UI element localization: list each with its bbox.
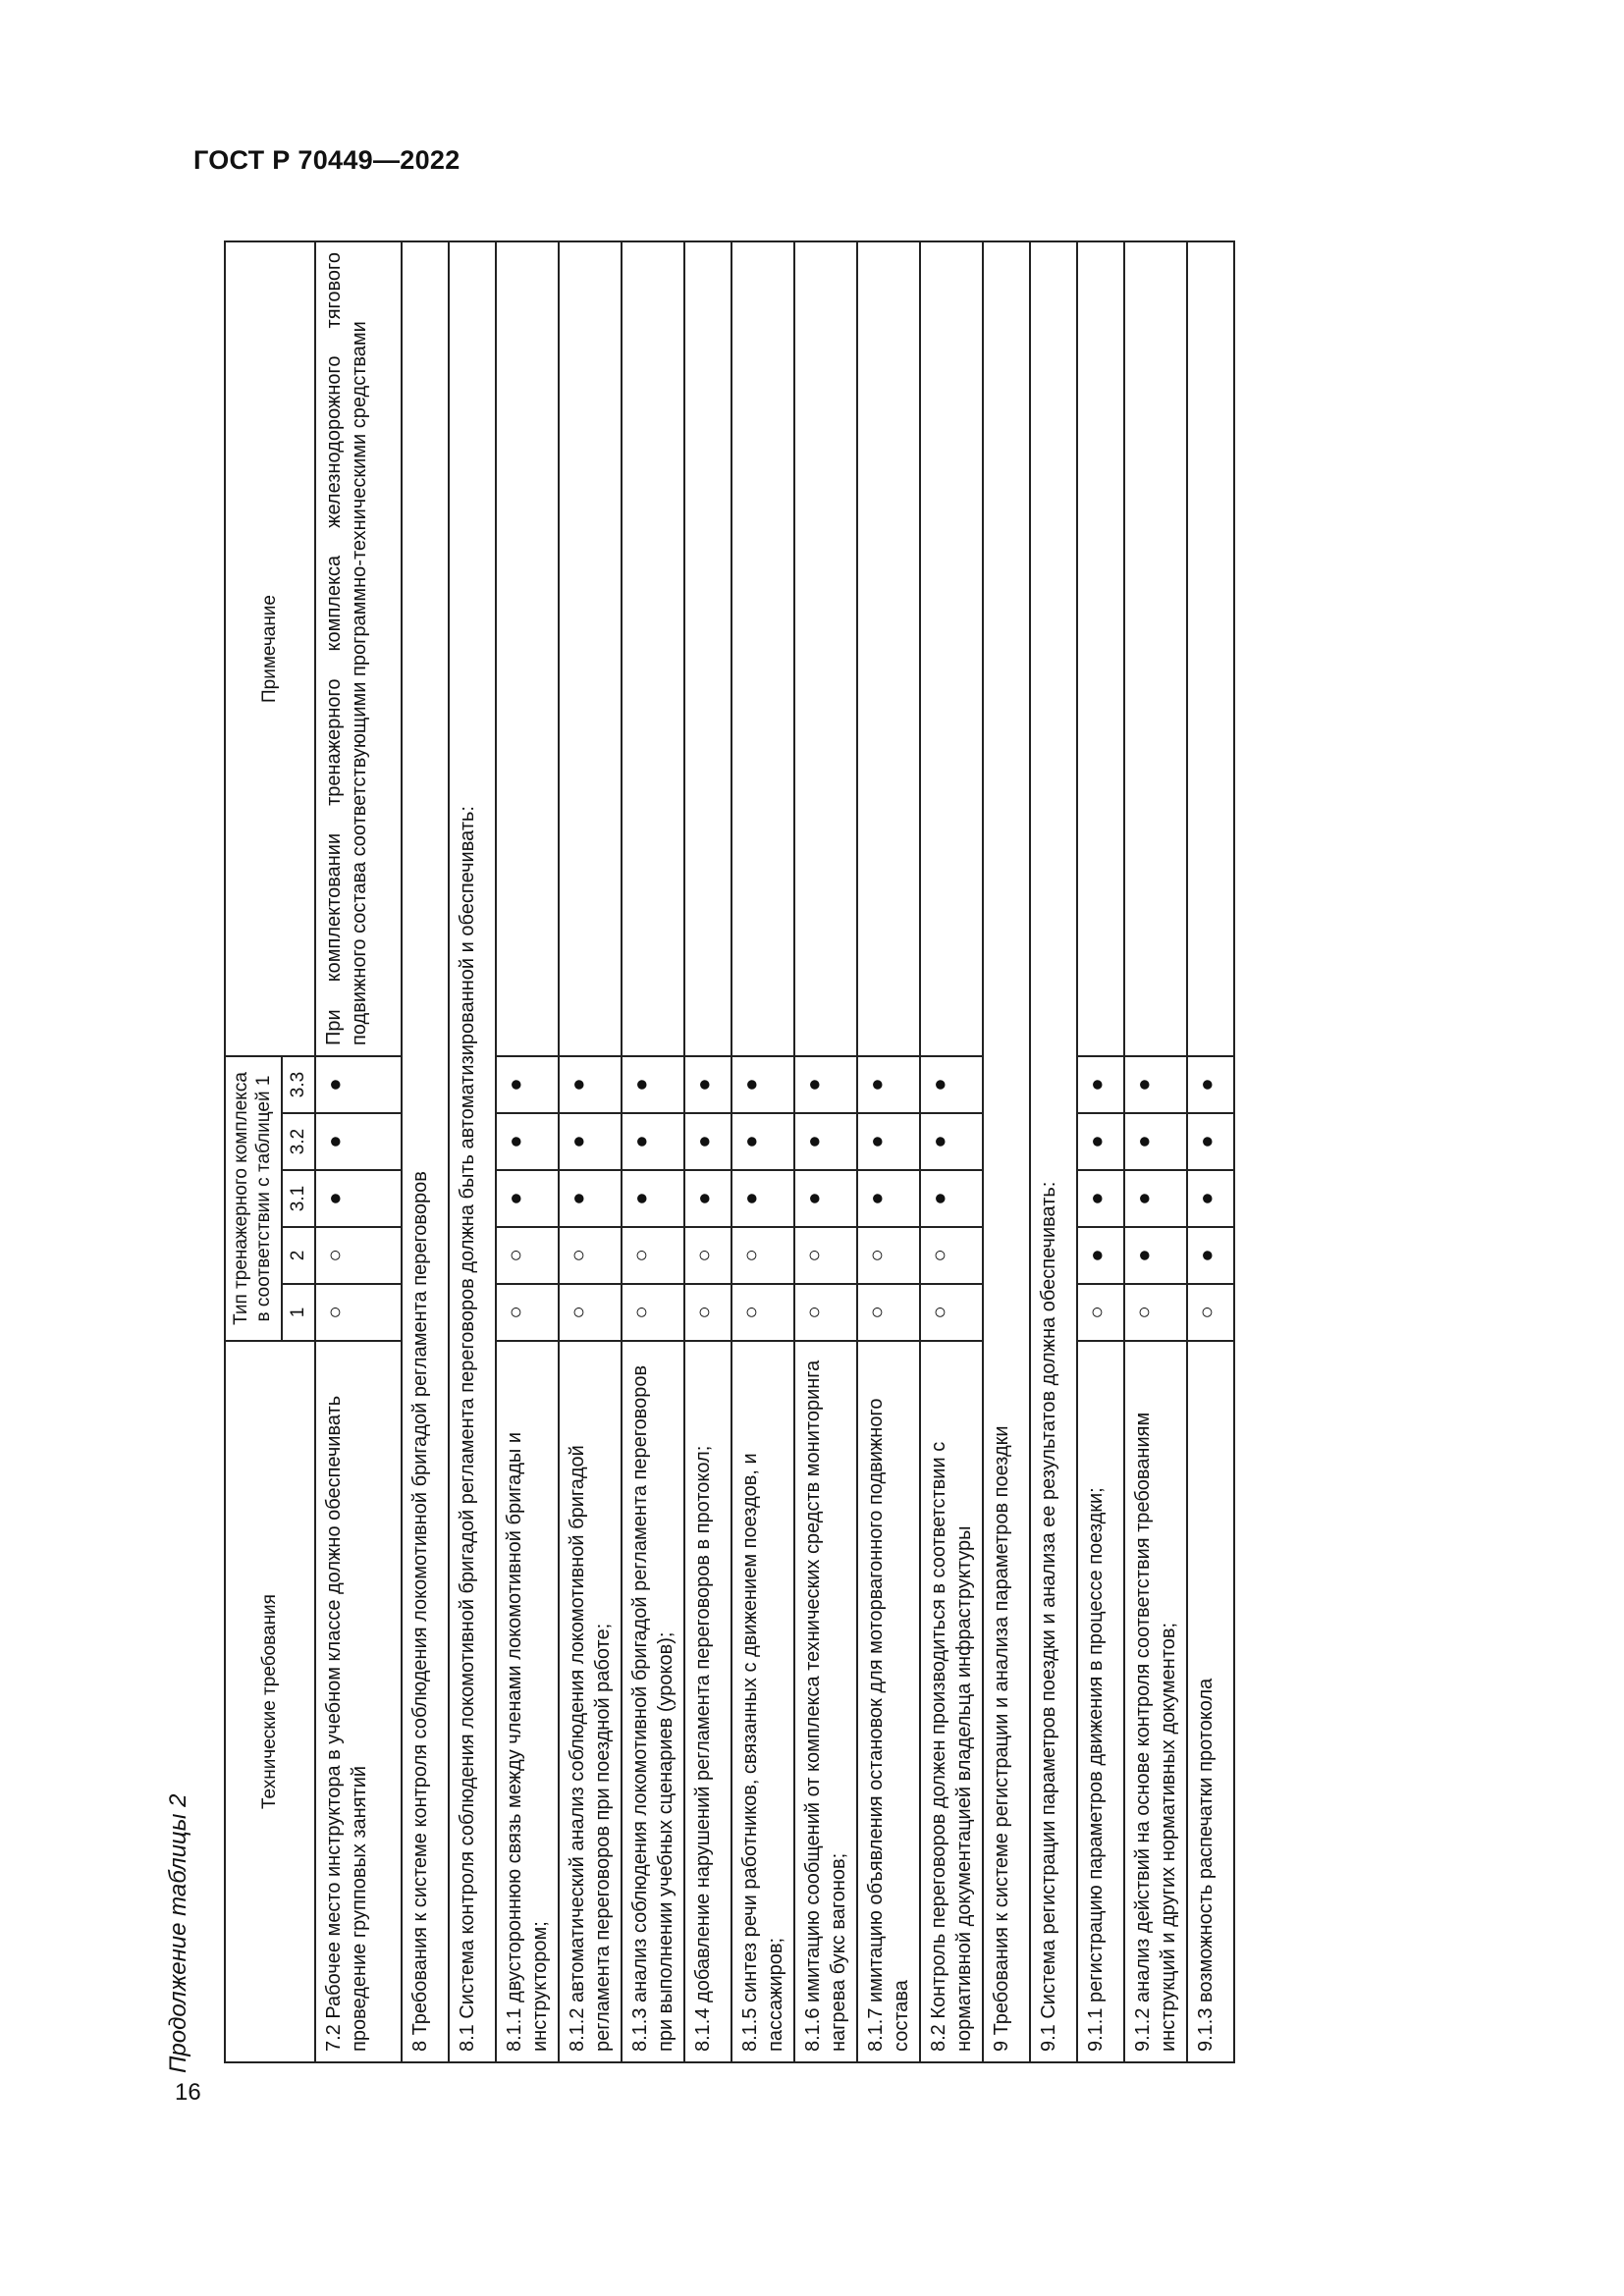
requirement-cell: 8.1.4 добавление нарушений регламента переговоров в протокол; [684,1341,731,2062]
table-row [315,241,402,2062]
type-mark-cell: ○ [920,1227,983,1284]
section-heading-cell: 9.1 Система регистрации параметров поездки и анализа ее результатов должна обеспечивать: [1030,241,1077,2062]
note-cell [794,241,857,1056]
type-mark-cell: ● [731,1113,794,1170]
type-mark-cell: ○ [315,1284,402,1341]
note-cell [920,241,983,1056]
note-cell [1077,241,1124,1056]
requirement-cell: 8.1.7 имитацию объявления остановок для моторвагонного подвижного состава [857,1341,920,2062]
type-mark-cell: ● [857,1170,920,1227]
type-mark-cell: ○ [496,1227,559,1284]
type-mark-cell: ● [622,1170,684,1227]
note-cell [496,241,559,1056]
table-row [1077,241,1124,2062]
type-mark-cell: ● [559,1113,622,1170]
table-body [315,241,1234,2062]
type-mark-cell: ● [1187,1227,1234,1284]
type-mark-cell: ● [1077,1227,1124,1284]
table-row [857,241,920,2062]
type-mark-cell: ○ [857,1284,920,1341]
type-mark-cell: ● [1187,1170,1234,1227]
type-mark-cell: ○ [920,1284,983,1341]
type-mark-cell: ● [684,1170,731,1227]
type-mark-cell: ● [794,1113,857,1170]
type-mark-cell: ○ [622,1227,684,1284]
table-row [622,241,684,2062]
type-mark-cell: ● [1124,1170,1187,1227]
header-type-2: 2 [282,1227,316,1284]
type-mark-cell: ● [684,1113,731,1170]
type-mark-cell: ● [1124,1227,1187,1284]
table-caption: Продолжение таблицы 2 [165,1793,191,2073]
type-mark-cell: ● [315,1170,402,1227]
requirement-cell: 8.1.3 анализ соблюдения локомотивной бригадой регламента переговоров при выполнении учебных сценариев (уроков); [622,1341,684,2062]
type-mark-cell: ● [920,1056,983,1113]
type-mark-cell: ● [1124,1113,1187,1170]
header-note: Примечание [225,241,315,1056]
type-mark-cell: ○ [1124,1284,1187,1341]
note-cell [1187,241,1234,1056]
requirement-cell: 8.1.5 синтез речи работников, связанных с движением поездов, и пассажиров; [731,1341,794,2062]
type-mark-cell: ● [622,1056,684,1113]
type-mark-cell: ● [1187,1113,1234,1170]
document-header: ГОСТ Р 70449—2022 [193,145,460,175]
table-row [449,241,496,2062]
type-mark-cell: ● [1187,1056,1234,1113]
type-mark-cell: ● [559,1056,622,1113]
type-mark-cell: ● [920,1170,983,1227]
note-cell [1124,241,1187,1056]
type-mark-cell: ● [496,1170,559,1227]
type-mark-cell: ● [731,1170,794,1227]
type-mark-cell: ○ [731,1227,794,1284]
requirement-cell: 9.1.1 регистрацию параметров движения в процессе поездки; [1077,1341,1124,2062]
table-row [794,241,857,2062]
requirement-cell: 8.1.1 двустороннюю связь между членами локомотивной бригады и инструктором; [496,1341,559,2062]
header-requirements: Технические требования [225,1341,315,2062]
section-heading-cell: 8 Требования к системе контроля соблюдения локомотивной бригадой регламента переговоров [402,241,449,2062]
type-mark-cell: ● [1124,1056,1187,1113]
type-mark-cell: ● [559,1170,622,1227]
type-mark-cell: ● [315,1056,402,1113]
note-cell [731,241,794,1056]
type-mark-cell: ○ [794,1227,857,1284]
requirement-cell: 7.2 Рабочее место инструктора в учебном классе должно обеспечивать проведение групповых занятий [315,1341,402,2062]
table-row [1187,241,1234,2062]
table-row [731,241,794,2062]
table-row [684,241,731,2062]
section-heading-cell: 8.1 Система контроля соблюдения локомотивной бригадой регламента переговоров должна быть автоматизированной и обеспечивать: [449,241,496,2062]
type-mark-cell: ● [1077,1113,1124,1170]
table-row [496,241,559,2062]
header-type-group: Тип тренажерного комплекса в соответствии с таблицей 1 [225,1056,282,1341]
type-mark-cell: ● [1077,1170,1124,1227]
table-row [1124,241,1187,2062]
table-row [920,241,983,2062]
type-mark-cell: ○ [857,1227,920,1284]
type-mark-cell: ● [857,1056,920,1113]
note-cell: При комплектовании тренажерного комплекса железнодорожного тягового подвижного состава соответствующими программно-техническими средствами [315,241,402,1056]
type-mark-cell: ● [684,1056,731,1113]
type-mark-cell: ● [794,1170,857,1227]
table-row [983,241,1030,2062]
type-mark-cell: ○ [1077,1284,1124,1341]
note-cell [559,241,622,1056]
requirement-cell: 8.2 Контроль переговоров должен производиться в соответствии с нормативной документацией владельца инфраструктуры [920,1341,983,2062]
table-row [402,241,449,2062]
type-mark-cell: ● [315,1113,402,1170]
type-mark-cell: ● [857,1113,920,1170]
header-type-1: 1 [282,1284,316,1341]
type-mark-cell: ● [794,1056,857,1113]
note-cell [622,241,684,1056]
type-mark-cell: ○ [1187,1284,1234,1341]
section-heading-cell: 9 Требования к системе регистрации и анализа параметров поездки [983,241,1030,2062]
type-mark-cell: ○ [622,1284,684,1341]
requirement-cell: 8.1.6 имитацию сообщений от комплекса технических средств мониторинга нагрева букс вагонов; [794,1341,857,2062]
type-mark-cell: ○ [559,1284,622,1341]
header-row [225,241,282,2062]
header-type-3-1: 3.1 [282,1170,316,1227]
rotated-table-area [165,110,1540,2073]
type-mark-cell: ○ [684,1284,731,1341]
requirement-cell: 8.1.2 автоматический анализ соблюдения локомотивной бригадой регламента переговоров при поездной работе; [559,1341,622,2062]
note-cell [857,241,920,1056]
type-mark-cell: ● [1077,1056,1124,1113]
type-mark-cell: ○ [559,1227,622,1284]
header-type-3-3: 3.3 [282,1056,316,1113]
table-row [1030,241,1077,2062]
type-mark-cell: ○ [731,1284,794,1341]
requirements-table [224,240,1235,2063]
requirement-cell: 9.1.2 анализ действий на основе контроля соответствия требованиям инструкций и других нормативных документов; [1124,1341,1187,2062]
type-mark-cell: ● [496,1113,559,1170]
type-mark-cell: ○ [684,1227,731,1284]
type-mark-cell: ● [731,1056,794,1113]
table-row [559,241,622,2062]
type-mark-cell: ○ [315,1227,402,1284]
type-mark-cell: ○ [794,1284,857,1341]
type-mark-cell: ● [496,1056,559,1113]
type-mark-cell: ○ [496,1284,559,1341]
header-type-3-2: 3.2 [282,1113,316,1170]
requirement-cell: 9.1.3 возможность распечатки протокола [1187,1341,1234,2062]
page-number: 16 [175,2079,201,2106]
note-cell [684,241,731,1056]
type-mark-cell: ● [622,1113,684,1170]
type-mark-cell: ● [920,1113,983,1170]
